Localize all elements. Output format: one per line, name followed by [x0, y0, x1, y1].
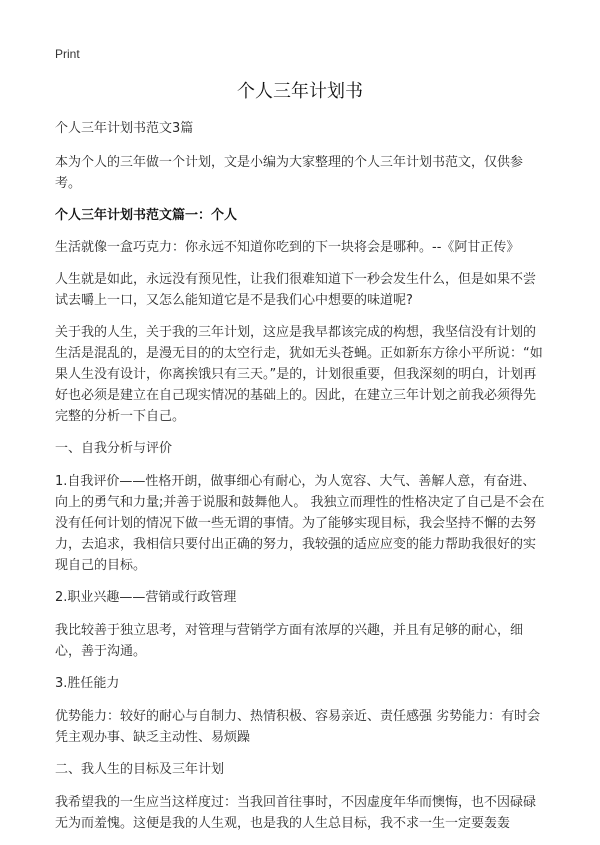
body-paragraph: 人生就是如此，永远没有预见性，让我们很难知道下一秒会发生什么，但是如果不尝试去嚼上一口，又怎么能知道它是不是我们心中想要的味道呢? — [55, 272, 537, 308]
section-heading-article-one: 个人三年计划书范文篇一：个人 — [55, 208, 238, 223]
quote-paragraph: 生活就像一盒巧克力：你永远不知道你吃到的下一块将会是哪种。--《阿甘正传》 — [55, 240, 520, 255]
subheading-competency: 3.胜任能力 — [55, 676, 120, 691]
subheading-career-interest: 2.职业兴趣——营销或行政管理 — [55, 590, 237, 605]
body-paragraph: 关于我的人生，关于我的三年计划，这应是我早都该完成的构想，我坚信没有计划的生活是混乱的，是漫无目的的太空行走，犹如无头苍蝇。正如新东方徐小平所说：“如果人生没有设计，你离挨饿只有三天。”是的，计划很重要，但我深刻的明白，计划再好也必须是建立在自己现实情况的基础上的。因此，在建立三年计划之前我必须得先完整的分析一下自己。 — [55, 325, 543, 424]
section-heading-self-analysis: 一、自我分析与评价 — [55, 441, 173, 456]
document-body — [55, 118, 548, 845]
document-subtitle: 个人三年计划书范文3篇 — [55, 121, 194, 136]
body-paragraph: 我比较善于独立思考，对管理与营销学方面有浓厚的兴趣，并且有足够的耐心，细心，善于沟通。 — [55, 623, 524, 659]
section-heading-life-goals: 二、我人生的目标及三年计划 — [55, 762, 225, 777]
body-paragraph: 我希望我的一生应当这样度过：当我回首往事时，不因虚度年华而懊悔，也不因碌碌无为而羞愧。这便是我的人生观，也是我的人生总目标，我不求一生一定要轰轰 — [55, 795, 537, 831]
intro-paragraph: 本为个人的三年做一个计划，文是小编为大家整理的个人三年计划书范文，仅供参考。 — [55, 155, 524, 191]
body-paragraph: 优势能力：较好的耐心与自制力、热情积极、容易亲近、责任感强 劣势能力：有时会凭主观办事、缺乏主动性、易烦躁 — [55, 709, 541, 745]
body-paragraph: 1.自我评价——性格开朗，做事细心有耐心，为人宽容、大气、善解人意，有奋进、向上的勇气和力量;并善于说服和鼓舞他人。 我独立而理性的性格决定了自己是不会在没有任何计划的情况下做一些无谓的事情。为了能够实现目标，我会坚持不懈的去努力，去追求，我相信只要付出正确的努力，我较强的适应应变的能力帮助我很好的实现自己的目标。 — [55, 474, 545, 573]
print-link[interactable]: Print — [55, 47, 80, 61]
document-title: 个人三年计划书 — [237, 81, 363, 102]
